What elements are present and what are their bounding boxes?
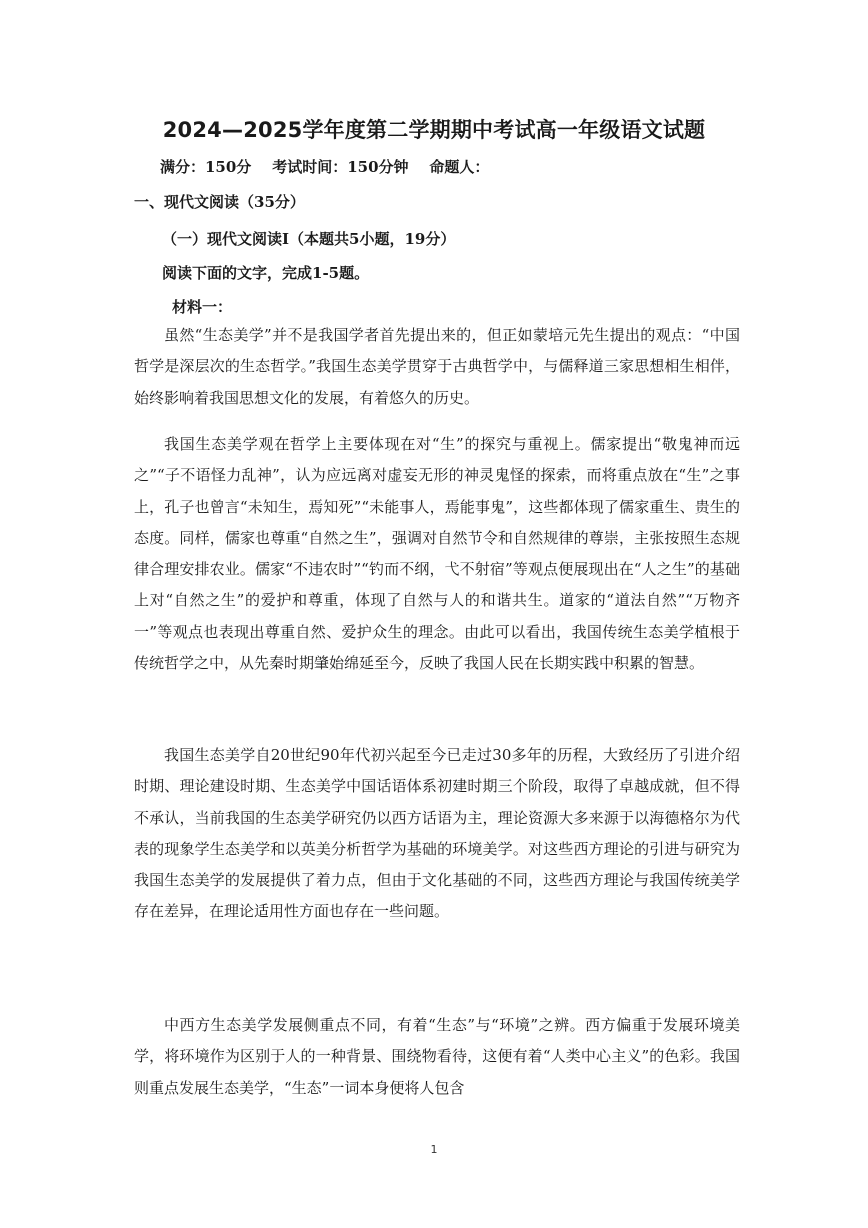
paragraph: 中西方生态美学发展侧重点不同，有着“生态”与“环境”之辨。西方偏重于发展环境美学，将环境作为区别于人的一种背景、围绕物看待，这便有着“人类中心主义”的色彩。我国则重点发展生态美学，“生态”一词本身便将人包含	[134, 1016, 740, 1097]
page-number: 1	[430, 1143, 438, 1156]
paragraph: 我国生态美学自20世纪90年代初兴起至今已走过30多年的历程，大致经历了引进介绍时期、理论建设时期、生态美学中国话语体系初建时期三个阶段，取得了卓越成就，但不得不承认，当前我国的生态美学研究仍以西方话语为主，理论资源大多来源于以海德格尔为代表的现象学生态美学和以英美分析哲学为基础的环境美学。对这些西方理论的引进与研究为我国生态美学的发展提供了着力点，但由于文化基础的不同，这些西方理论与我国传统美学存在差异，在理论适用性方面也存在一些问题。	[134, 746, 740, 921]
material-label: 材料一：	[172, 298, 233, 316]
reading-instruction: 阅读下面的文字，完成1-5题。	[162, 264, 370, 282]
exam-meta-line: 满分：150分 考试时间：150分钟 命题人：	[160, 158, 490, 176]
exam-title: 2024—2025学年度第二学期期中考试高一年级语文试题	[162, 118, 706, 142]
section-heading: 一、现代文阅读（35分）	[134, 193, 305, 211]
paragraph: 虽然“生态美学”并不是我国学者首先提出来的，但正如蒙培元先生提出的观点：“中国哲学是深层次的生态哲学。”我国生态美学贯穿于古典哲学中，与儒释道三家思想相生相伴，始终影响着我国思想文化的发展，有着悠久的历史。	[134, 326, 740, 407]
subsection-heading: （一）现代文阅读Ⅰ（本题共5小题，19分）	[162, 230, 456, 248]
paragraph: 我国生态美学观在哲学上主要体现在对“生”的探究与重视上。儒家提出“敬鬼神而远之”“子不语怪力乱神”，认为应远离对虚妄无形的神灵鬼怪的探索，而将重点放在“生”之事上，孔子也曾言“未知生，焉知死”“未能事人，焉能事鬼”，这些都体现了儒家重生、贵生的态度。同样，儒家也尊重“自然之生”，强调对自然节令和自然规律的尊崇，主张按照生态规律合理安排农业。儒家“不违农时”“钓而不纲，弋不射宿”等观点便展现出在“人之生”的基础上对“自然之生”的爱护和尊重，体现了自然与人的和谐共生。道家的“道法自然”“万物齐一”等观点也表现出尊重自然、爱护众生的理念。由此可以看出，我国传统生态美学植根于传统哲学之中，从先秦时期肇始绵延至今，反映了我国人民在长期实践中积累的智慧。	[134, 435, 740, 673]
